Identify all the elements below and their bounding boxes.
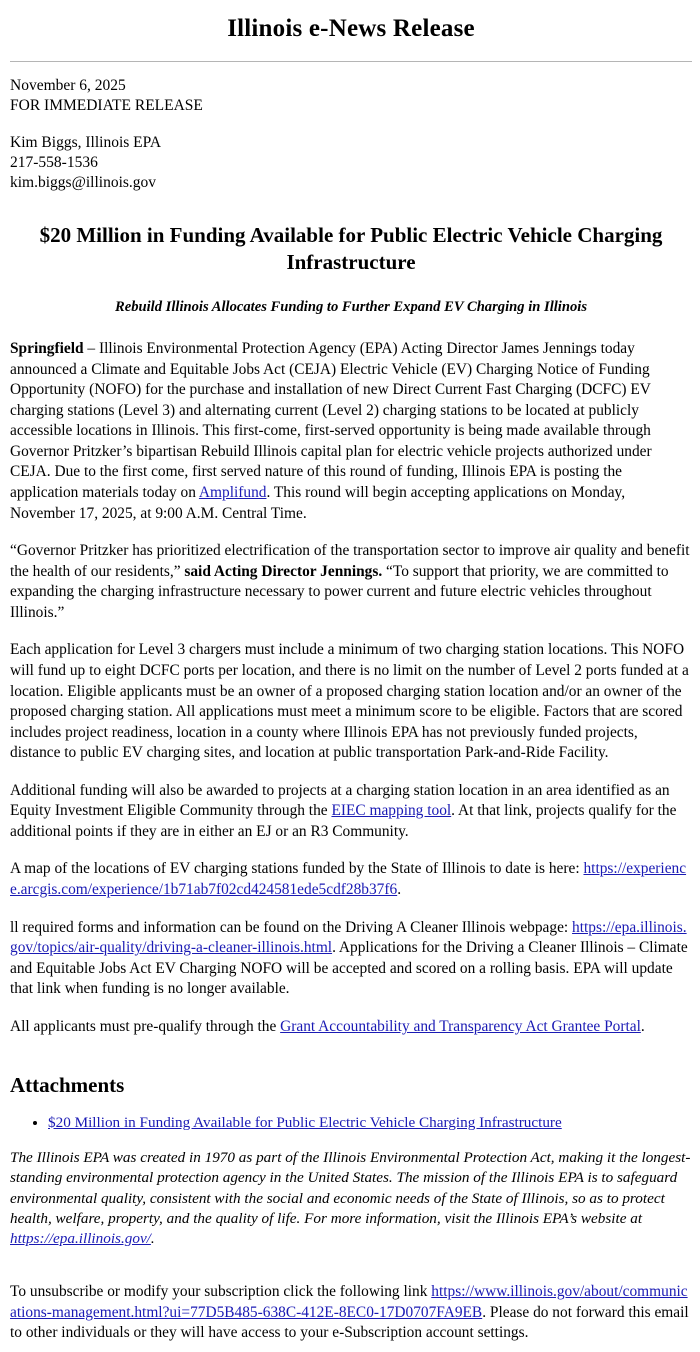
article-subhead: Rebuild Illinois Allocates Funding to Further Expand EV Charging in Illinois [114, 299, 588, 316]
article-headline: $20 Million in Funding Available for Public Electric Vehicle Charging Infrastructure [39, 223, 663, 275]
header-divider [10, 61, 692, 62]
arcgis-map-link[interactable]: https://experience.arcgis.com/experience/1b71ab7f02cd424581ede5cdf28b37f6 [10, 860, 687, 899]
paragraph-text-after-link: . This round will begin accepting applications on Monday, November 17, 2025, at 9:00 A.M. Central Time. [10, 484, 626, 522]
amplifund-link[interactable]: Amplifund [198, 484, 267, 502]
paragraph-eligibility: Each application for Level 3 chargers must include a minimum of two charging station locations. This NOFO will fund up to eight DCFC ports per location, and there is no limit on the number of Level 2 ports funded at a location. Eligible applicants must be an owner of a proposed charging station location and/or an owner of the proposed charging station. All applications must meet a minimum score to be eligible. Factors that are scored includes project readiness, location in a county where Illinois EPA has not previously funded projects, distance to public EV charging sites, and location at public transportation Park-and-Ride Facility. [10, 641, 689, 762]
release-meta [10, 76, 692, 192]
paragraph-announcement [10, 339, 692, 524]
page-title: Illinois e-News Release [227, 15, 475, 42]
attachments-heading: Attachments [10, 1073, 125, 1098]
dateline: Springfield [10, 340, 84, 358]
forms-text-after-link: . Applications for the Driving a Cleaner Illinois – Climate and Equitable Jobs Act EV Charging NOFO will be accepted and scored on a rolling basis. EPA will update that link when funding is no longer available. [10, 939, 688, 998]
unsubscribe-footer [10, 1282, 692, 1343]
paragraph-equity-funding [10, 781, 692, 843]
boilerplate-text-before-link: The Illinois EPA was created in 1970 as part of the Illinois Environmental Protection Act, making it the longest-standing environmental protection agency in the United States. The mission of the Illinois EPA is to safeguard environmental quality, consistent with the social and economic needs of the State of Illinois, so as to protect health, welfare, property, and the quality of life. For more information, visit the Illinois EPA’s website at [10, 1149, 691, 1227]
unsubscribe-link[interactable]: https://www.illinois.gov/about/communications-management.html?ui=77D5B485-638C-412E-8EC0-17D0707FA9EB [10, 1283, 688, 1321]
contact-name: Kim Biggs, Illinois EPA [10, 133, 162, 151]
boilerplate-text-after-link: . [150, 1230, 155, 1247]
meta-spacer [10, 116, 692, 133]
prequalify-text-after-link: . [640, 1017, 645, 1035]
attachments-list [10, 1113, 692, 1134]
quote-attribution: said Acting Director Jennings. [184, 562, 383, 580]
eiec-mapping-tool-link[interactable]: EIEC mapping tool [331, 802, 452, 820]
unsubscribe-text-before-link: To unsubscribe or modify your subscription click the following link [10, 1283, 432, 1301]
paragraph-quote [10, 541, 692, 623]
quote-part-one: “Governor Pritzker has prioritized electrification of the transportation sector to improve air quality and benefit the health of our residents,” [10, 542, 690, 580]
epa-website-link[interactable]: https://epa.illinois.gov/ [10, 1230, 151, 1247]
attachment-link[interactable]: $20 Million in Funding Available for Public Electric Vehicle Charging Infrastructure [48, 1113, 562, 1131]
map-text-after-link: . [397, 881, 402, 899]
news-release-page [0, 13, 700, 1352]
release-date: November 6, 2025 [10, 77, 126, 95]
paragraph-text-before-link: – Illinois Environmental Protection Agency (EPA) Acting Director James Jennings today announced a Climate and Equitable Jobs Act (CEJA) Electric Vehicle (EV) Charging Notice of Funding Opportunity (NOFO) for the purchase and installation of new Direct Current Fast Charging (DCFC) EV charging stations (Level 3) and alternating current (Level 2) charging stations to be located at publicly accessible locations in Illinois. This first-come, first-served opportunity is being made available through Governor Pritzker’s bipartisan Rebuild Illinois capital plan for electric vehicle projects authorized under CEJA. Due to the first come, first served nature of this round of funding, Illinois EPA is posting the application materials today on [10, 340, 652, 502]
unsubscribe-text-after-link: . Please do not forward this email to other individuals or they will have access to your e-Subscription account settings. [10, 1303, 689, 1342]
driving-cleaner-illinois-link[interactable]: https://epa.illinois.gov/topics/air-quality/driving-a-cleaner-illinois.html [10, 918, 687, 957]
list-item [48, 1113, 692, 1134]
paragraph-forms [10, 918, 692, 1000]
equity-text-before-link: Additional funding will also be awarded to projects at a charging station location in an area identified as an Equity Investment Eligible Community through the [10, 781, 670, 820]
contact-phone: 217-558-1536 [10, 153, 98, 171]
forms-text-before-link: ll required forms and information can be found on the Driving A Cleaner Illinois webpage: [10, 918, 573, 936]
paragraph-map [10, 859, 692, 900]
agency-boilerplate [10, 1148, 692, 1249]
release-status: FOR IMMEDIATE RELEASE [10, 97, 203, 115]
equity-text-after-link: . At that link, projects qualify for the additional points if they are in either an EJ or an R3 Community. [10, 802, 677, 840]
paragraph-prequalify [10, 1017, 692, 1038]
prequalify-text-before-link: All applicants must pre-qualify through the [10, 1017, 281, 1035]
map-text-before-link: A map of the locations of EV charging stations funded by the State of Illinois to date is here: [10, 860, 584, 878]
quote-part-two: “To support that priority, we are committed to expanding the charging infrastructure necessary to power current and future electric vehicles throughout Illinois.” [10, 562, 669, 621]
gata-grantee-portal-link[interactable]: Grant Accountability and Transparency Act Grantee Portal [280, 1017, 641, 1035]
contact-email: kim.biggs@illinois.gov [10, 173, 157, 191]
